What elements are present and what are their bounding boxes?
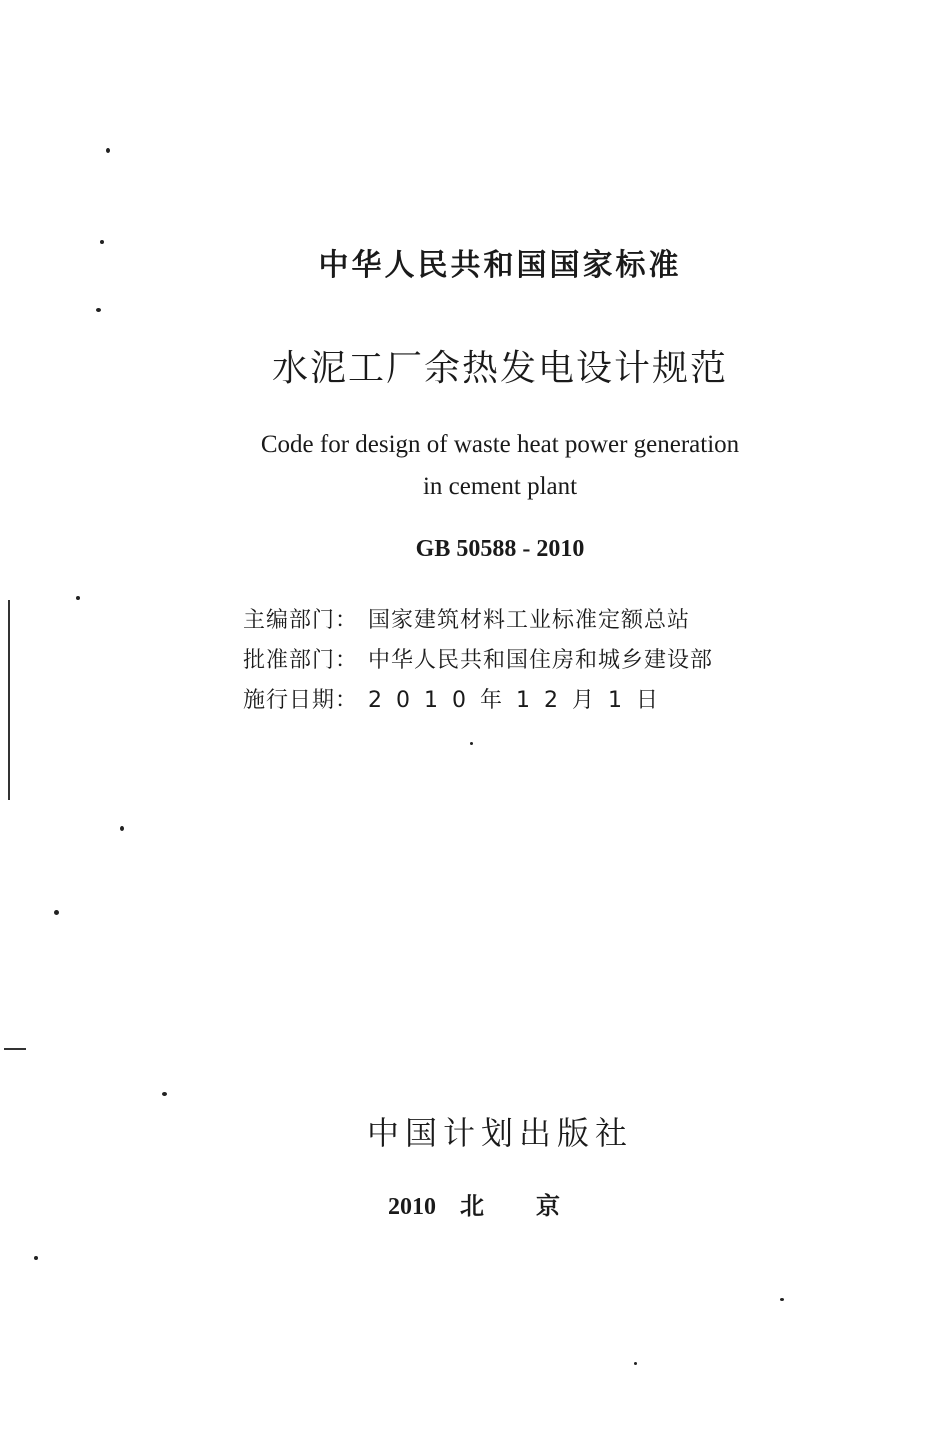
meta-block — [243, 604, 803, 724]
publication-city: 北京 — [460, 1192, 612, 1220]
scan-edge-mark — [4, 1048, 26, 1050]
effective-value: 2010年12月1日 — [368, 688, 672, 713]
english-title — [25, 424, 950, 508]
scan-speck — [106, 148, 110, 153]
scan-speck — [470, 742, 473, 745]
editor-value: 国家建筑材料工业标准定额总站 — [368, 608, 691, 633]
meta-row-editor — [243, 604, 803, 644]
approver-value: 中华人民共和国住房和城乡建设部 — [368, 648, 714, 673]
scan-speck — [120, 826, 124, 831]
standard-type-header: 中华人民共和国国家标准 — [318, 248, 682, 283]
publication-line — [25, 1186, 950, 1221]
standard-code: GB 50588 - 2010 — [415, 536, 585, 562]
scan-speck — [780, 1298, 784, 1301]
meta-row-effective — [243, 684, 803, 724]
chinese-title: 水泥工厂余热发电设计规范 — [271, 348, 728, 389]
scan-edge-mark — [8, 600, 10, 800]
scan-speck — [76, 596, 80, 600]
effective-label: 施行日期： — [243, 688, 359, 713]
scan-speck — [634, 1362, 637, 1365]
publication-year: 2010 — [388, 1194, 436, 1220]
scan-speck — [100, 240, 104, 244]
scan-speck — [96, 308, 101, 312]
meta-row-approver — [243, 644, 803, 684]
publisher-name: 中国计划出版社 — [366, 1114, 633, 1152]
scan-speck — [162, 1092, 167, 1096]
english-title-line-2: in cement plant — [422, 473, 578, 500]
scan-speck — [34, 1256, 38, 1260]
approver-label: 批准部门： — [243, 648, 359, 673]
english-title-line-1: Code for design of waste heat power generation — [260, 431, 740, 458]
scan-speck — [54, 910, 59, 915]
editor-label: 主编部门： — [243, 608, 359, 633]
